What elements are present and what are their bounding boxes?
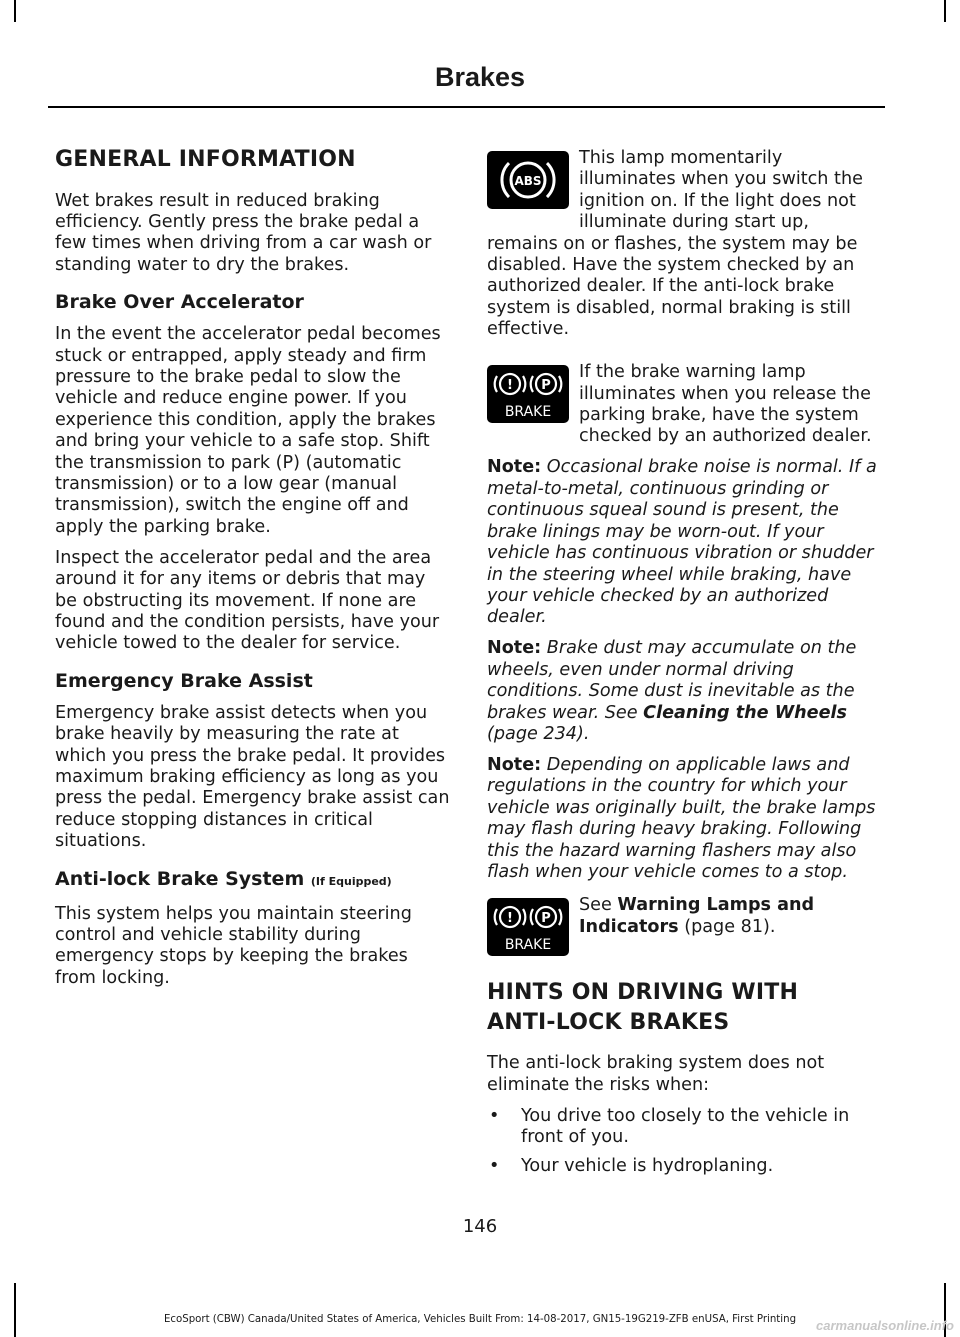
brake-over-accelerator-paragraph-2: Inspect the accelerator pedal and the area around it for any items or debris that may be obstructing its movement. If none are found and the condition persists, have your vehicle towed to the dealer for service.	[55, 547, 440, 654]
general-information-heading: GENERAL INFORMATION	[55, 147, 356, 172]
list-item-text: Your vehicle is hydroplaning.	[521, 1155, 774, 1176]
brake-lamp-p: P	[541, 378, 551, 394]
crop-mark-top-right	[944, 0, 946, 22]
page-number: 146	[462, 1216, 498, 1237]
note-brake-lamps-flash-text: Depending on applicable laws and regulations in the country for which your vehicle was originally built, the brake lamps may flash during heavy braking. Following this the hazard warning flashers may also flash when your vehicle comes to a stop.	[487, 754, 876, 882]
brake-lamp-exclamation: !	[507, 378, 513, 394]
emergency-brake-assist-heading: Emergency Brake Assist	[55, 669, 313, 692]
note-brake-noise	[487, 457, 882, 628]
brake-lamp-description: If the brake warning lamp illuminates when you release the parking brake, have the system checked by an authorized dealer.	[579, 362, 872, 447]
note-brake-dust	[487, 638, 882, 745]
brake-over-accelerator-paragraph-1: In the event the accelerator pedal becomes stuck or entrapped, apply steady and firm pressure to the brake pedal to slow the vehicle and reduce engine power. If you experience this condition, apply the brakes and bring your vehicle to a safe stop. Shift the transmission to park (P) (automatic transmission) or to a low gear (manual transmission), switch the engine off and apply the parking brake.	[55, 324, 441, 537]
if-equipped-label: (If Equipped)	[310, 874, 392, 888]
note-label: Note:	[487, 457, 542, 478]
note-brake-lamps-flash	[487, 755, 882, 883]
right-column	[487, 148, 882, 1184]
crop-mark-bottom-left	[14, 1283, 16, 1337]
brake-over-accelerator-heading: Brake Over Accelerator	[55, 291, 304, 314]
bullet-icon: •	[489, 1155, 500, 1176]
note-brake-noise-text: Occasional brake noise is normal. If a metal-to-metal, continuous grinding or continuous squeal sound is present, the brake linings may be worn-out. If your vehicle has continuous vibration or shudder in the steering wheel while braking, have your vehicle checked by an authorized dealer.	[487, 457, 877, 628]
hints-heading	[487, 978, 882, 1037]
abs-lamp-description: This lamp momentarily illuminates when you switch the ignition on. If the light does not illuminate during start up, remains on or flashes, the system may be disabled. Have the system checked by an authorized dealer. If the anti-lock brake system is disabled, normal braking is still effective.	[487, 148, 863, 340]
hints-bullet-list	[487, 1106, 882, 1177]
see-label: See	[579, 895, 618, 916]
abs-lamp-label: ABS	[514, 174, 542, 188]
brake-warning-lamp-icon	[487, 365, 569, 423]
list-item	[487, 1106, 882, 1149]
bullet-icon: •	[489, 1105, 500, 1126]
cleaning-wheels-link[interactable]: Cleaning the Wheels	[643, 702, 848, 723]
list-item	[487, 1156, 882, 1177]
page-title: Brakes	[434, 62, 526, 92]
watermark: carmanualsonline.info	[816, 1318, 954, 1333]
brake-lamp-label: BRAKE	[504, 404, 552, 421]
hints-heading-line-1: HINTS ON DRIVING WITH	[487, 980, 799, 1006]
brake-lamp-label: BRAKE	[504, 937, 552, 954]
list-item-text: You drive too closely to the vehicle in front of you.	[521, 1105, 850, 1148]
note-label: Note:	[487, 638, 542, 659]
hints-heading-line-2: ANTI-LOCK BRAKES	[487, 1009, 730, 1035]
hints-paragraph: The anti-lock braking system does not eliminate the risks when:	[487, 1053, 825, 1095]
emergency-brake-assist-paragraph: Emergency brake assist detects when you brake heavily by measuring the rate at which you press the brake pedal. It provides maximum braking efficiency as long as you press the pedal. Emergency brake assist can reduce stopping distances in critical situations.	[55, 702, 450, 852]
general-information-paragraph: Wet brakes result in reduced braking efficiency. Gently press the brake pedal a few times when driving from a car wash or standing water to dry the brakes.	[55, 190, 432, 275]
crop-mark-top-left	[14, 0, 16, 22]
note-brake-dust-text: Brake dust may accumulate on the wheels, even under normal driving conditions. Some dust is inevitable as the brakes wear. See	[487, 638, 857, 723]
abs-warning-lamp-icon	[487, 151, 569, 209]
anti-lock-brake-system-heading	[55, 867, 450, 894]
brake-lamp-p: P	[541, 911, 551, 927]
left-column	[55, 145, 450, 999]
anti-lock-brake-system-paragraph: This system helps you maintain steering control and vehicle stability during emergency stops by keeping the brakes from locking.	[55, 903, 412, 988]
brake-lamp-exclamation: !	[507, 911, 513, 927]
brake-lamp-section	[487, 362, 882, 457]
footer-text: EcoSport (CBW) Canada/United States of America, Vehicles Built From: 14-08-2017, GN15-19G219-ZFB enUSA, First Printing	[163, 1314, 797, 1325]
warning-lamps-page: (page 81).	[678, 916, 776, 937]
abs-lamp-section	[487, 148, 882, 350]
anti-lock-brake-system-heading-text: Anti-lock Brake System	[55, 867, 305, 890]
note-label: Note:	[487, 754, 542, 775]
brake-warning-lamp-icon-2	[487, 898, 569, 956]
warning-lamps-link[interactable]: Warning Lamps and Indicators	[579, 895, 815, 937]
see-warning-lamps-section	[487, 895, 882, 960]
header-rule	[48, 106, 885, 108]
cleaning-wheels-page: (page 234).	[487, 723, 590, 744]
